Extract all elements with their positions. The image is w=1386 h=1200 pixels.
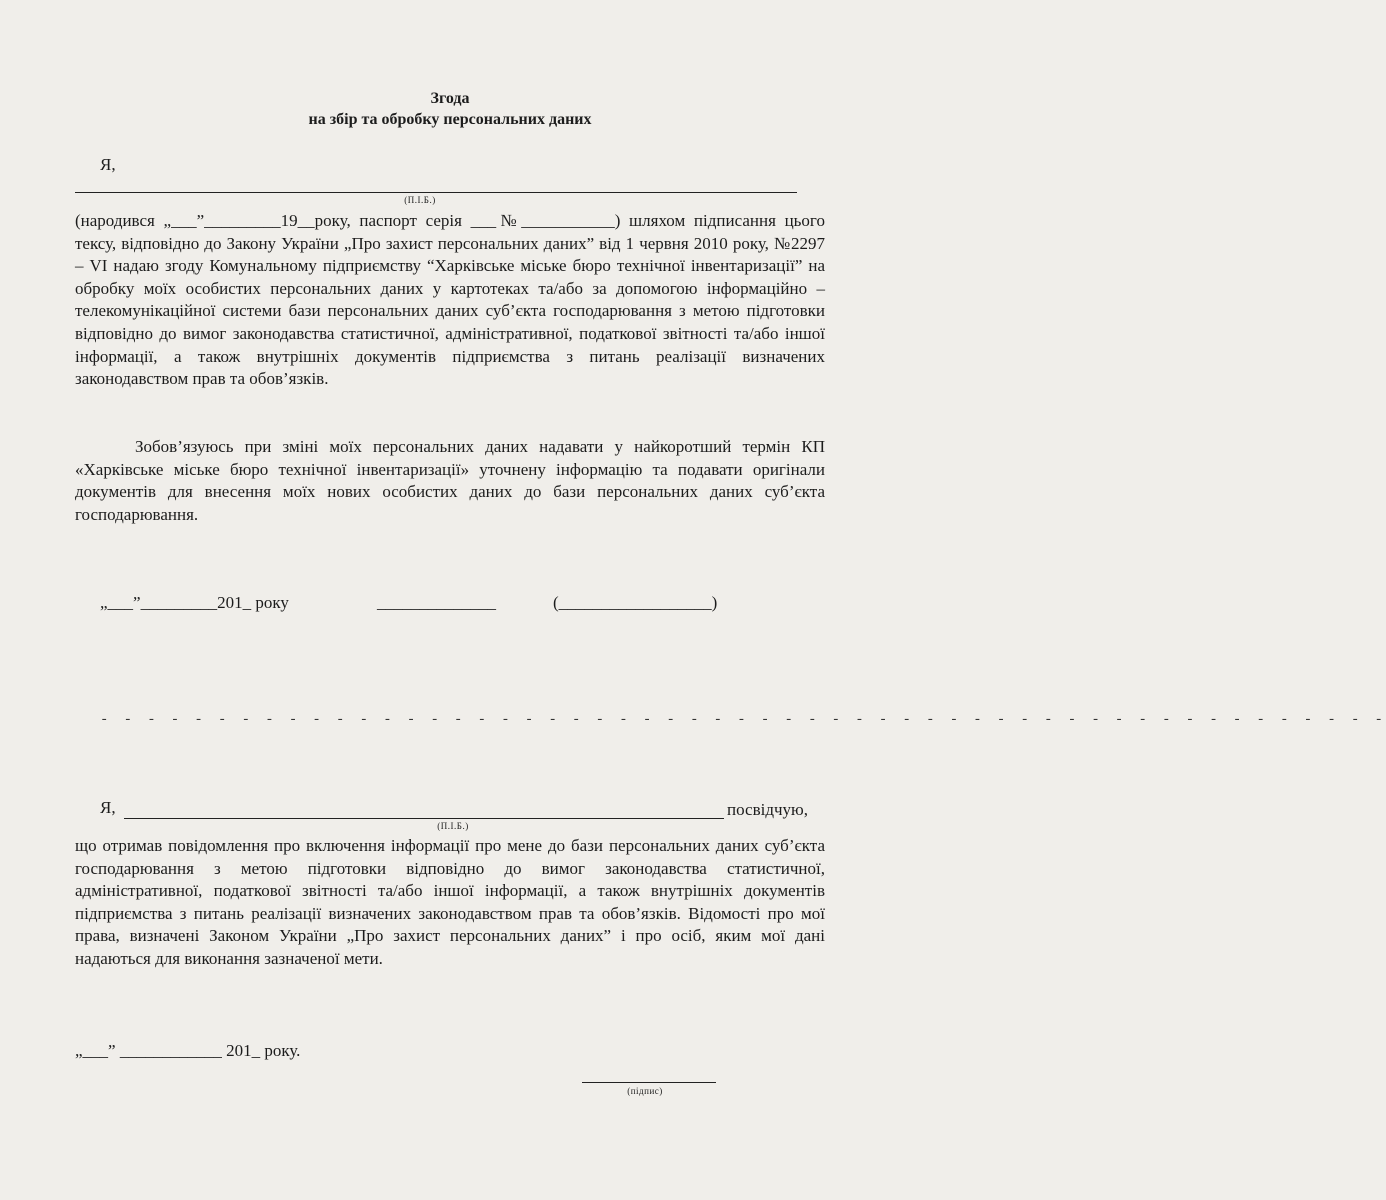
section1-name-in-parens: (__________________): [553, 593, 718, 612]
section1-ya-label: Я,: [100, 155, 116, 174]
title-line-2: на збір та обробку персональних даних: [308, 111, 592, 128]
signature-caption: (підпис): [627, 1086, 663, 1096]
section1-name-line: [75, 192, 797, 193]
section1-signature-blank: ______________: [377, 593, 496, 612]
section2-name-line: [124, 818, 724, 819]
title-line-1: Згода: [430, 90, 470, 107]
section2-date-line: „___” ____________ 201_ року.: [75, 1041, 301, 1060]
section1-obligation-text: Зобов’язуюсь при зміні моїх персональних даних надавати у найкоротший термін КП «Харківське міське бюро технічної інвентаризації» уточнену інформацію та подавати оригінали документів для внесення моїх нових особистих даних до бази персональних даних суб’єкта господарювання.: [75, 437, 825, 524]
signature-line: [582, 1082, 716, 1083]
section1-body-text: (народився „___”_________19__року, паспорт серія ___№___________) шляхом підписання цього тексу, відповідно до Закону України „Про захист персональних даних” від 1 червня 2010 року, №2297 – VI надаю згоду Комунальному підприємству “Харківське міське бюро технічної інвентаризації” на обробку моїх особистих персональних даних у картотеках та/або за допомогою інформаційно – телекомунікаційної системи бази персональних даних суб’єкта господарювання з метою підготовки відповідно до вимог законодавства статистичної, адміністративної, податкової звітності та/або іншої інформації, а також внутрішніх документів підприємства з питань реалізації визначених законодавством прав та обов’язків.: [75, 211, 825, 389]
section2-name-caption: (П.І.Б.): [437, 821, 469, 831]
section1-date-line: „___”_________201_ року: [100, 593, 289, 612]
document-title: [0, 88, 900, 130]
section1-name-caption: (П.І.Б.): [404, 195, 436, 205]
section2-ya-label: Я,: [100, 798, 116, 817]
section2-certify-label: посвідчую,: [727, 800, 808, 819]
cut-separator: - - - - - - - - - - - - - - - - - - - - - - - - - - - - - - - - - - - - - - - - - - - - - - - - - - - - - - -: [100, 712, 1386, 728]
section2-body-text: що отримав повідомлення про включення інформації про мене до бази персональних даних суб’єкта господарювання з метою підготовки відповідно до вимог законодавства статистичної, адміністративної, податкової звітності та/або іншої інформації, а також внутрішніх документів підприємства з питань реалізації визначених законодавством прав та обов’язків. Відомості про мої права, визначені Законом України „Про захист персональних даних” і про осіб, яким мої дані надаються для виконання зазначеної мети.: [75, 836, 825, 968]
